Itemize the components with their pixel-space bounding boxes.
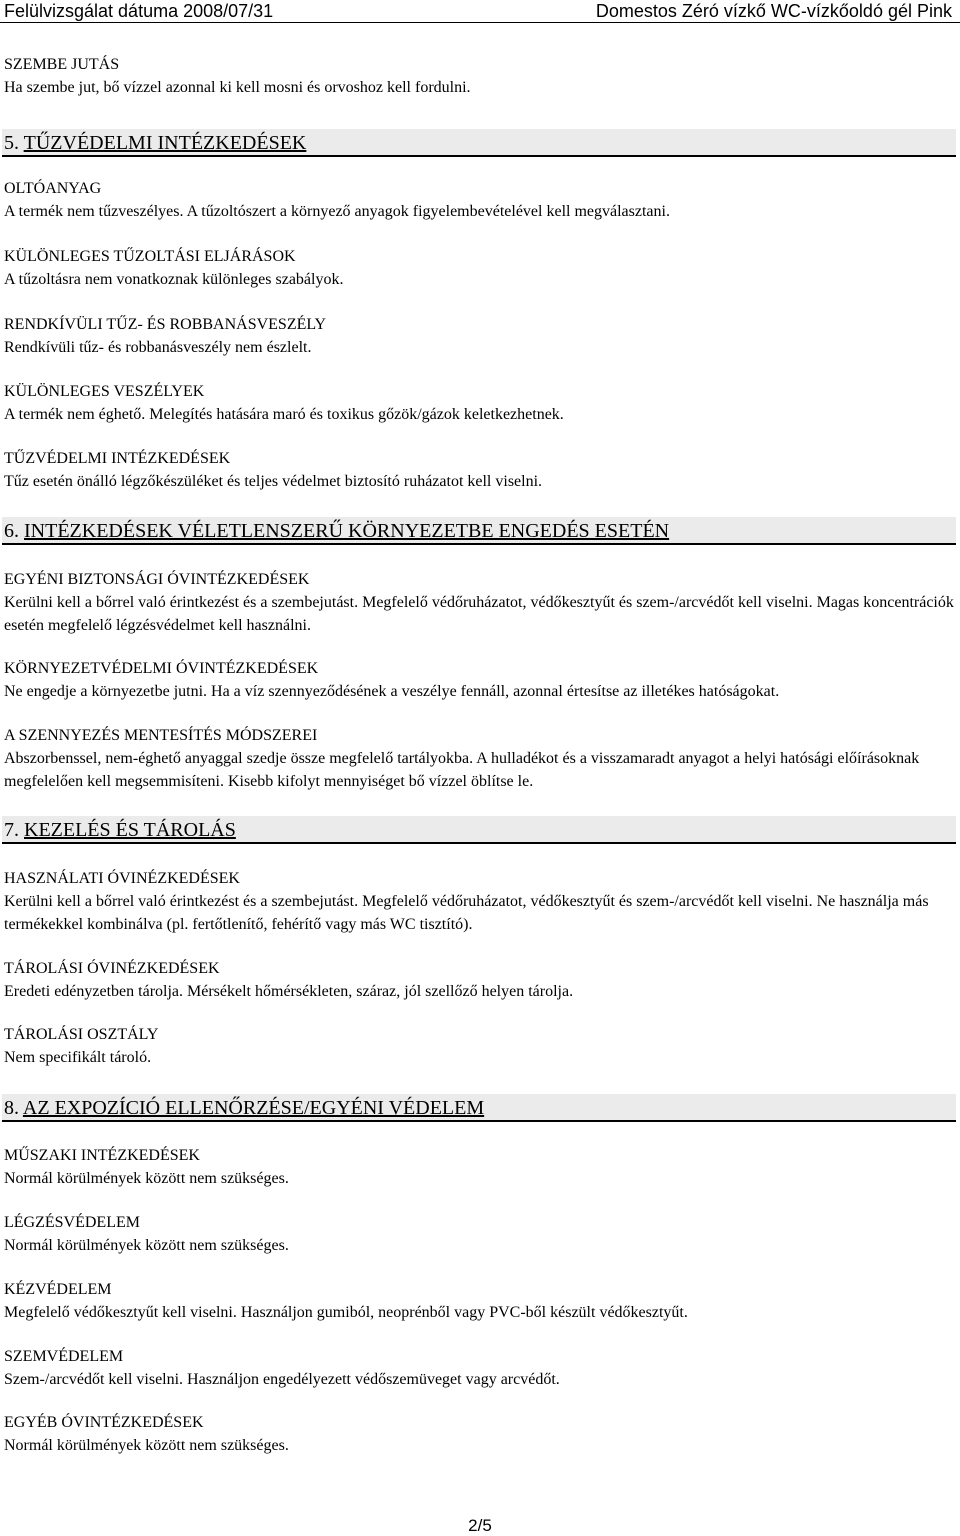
section-6-bar (2, 517, 956, 545)
subheading: RENDKÍVÜLI TŰZ- ÉS ROBBANÁSVESZÉLY (4, 316, 327, 333)
subheading: LÉGZÉSVÉDELEM (4, 1214, 140, 1231)
paragraph: Ne engedje a környezetbe jutni. Ha a víz szennyeződésének a veszélye fennáll, azonnal értesítse az illetékes hatóságokat. (4, 683, 780, 700)
paragraph: Kerülni kell a bőrrel való érintkezést és a szembejutást. Megfelelő védőruházatot, védőkesztyűt és szem-/arcvédőt kell viselni. Magas koncentrációk esetén megfelelő légzésvédelmet kell használni. (4, 594, 954, 634)
paragraph: Kerülni kell a bőrrel való érintkezést és a szembejutást. Megfelelő védőruházatot, védőkesztyűt és szem-/arcvédőt kell viselni. Ne használja más termékekkel kombinálva (pl. fertőtlenítő, fehérítő vagy más WC tisztító). (4, 893, 929, 933)
page-header (0, 0, 960, 22)
page-number: 2/5 (468, 1516, 492, 1535)
subheading: OLTÓANYAG (4, 180, 102, 197)
section-7-title: 7. KEZELÉS ÉS TÁROLÁS (4, 819, 236, 841)
subheading: KÉZVÉDELEM (4, 1281, 112, 1298)
paragraph: A termék nem tűzveszélyes. A tűzoltószert a környező anyagok figyelembevételével kell megválasztani. (4, 203, 670, 220)
subheading: EGYÉNI BIZTONSÁGI ÓVINTÉZKEDÉSEK (4, 571, 310, 588)
subheading: EGYÉB ÓVINTÉZKEDÉSEK (4, 1414, 204, 1431)
paragraph: Eredeti edényzetben tárolja. Mérsékelt hőmérsékleten, száraz, jól szellőző helyen tárolja. (4, 983, 574, 1000)
paragraph: Normál körülmények között nem szükséges. (4, 1437, 289, 1454)
paragraph: Megfelelő védőkesztyűt kell viselni. Használjon gumiból, neoprénből vagy PVC-ből készült védőkesztyűt. (4, 1304, 688, 1321)
paragraph: Rendkívüli tűz- és robbanásveszély nem észlelt. (4, 339, 312, 356)
subheading: SZEMBE JUTÁS (4, 56, 120, 73)
revision-date: Felülvizsgálat dátuma 2008/07/31 (4, 1, 274, 21)
subheading: A SZENNYEZÉS MENTESÍTÉS MÓDSZEREI (4, 727, 318, 744)
section-8-title: 8. AZ EXPOZÍCIÓ ELLENŐRZÉSE/EGYÉNI VÉDELEM (4, 1097, 485, 1119)
section-8-bar (2, 1094, 956, 1122)
paragraph: A termék nem éghető. Melegítés hatására maró és toxikus gőzök/gázok keletkezhetnek. (4, 406, 564, 423)
paragraph: Ha szembe jut, bő vízzel azonnal ki kell mosni és orvoshoz kell fordulni. (4, 79, 471, 96)
subheading: HASZNÁLATI ÓVINÉZKEDÉSEK (4, 870, 240, 887)
subheading: TŰZVÉDELMI INTÉZKEDÉSEK (4, 450, 231, 467)
subheading: KÜLÖNLEGES VESZÉLYEK (4, 383, 205, 400)
subheading: TÁROLÁSI OSZTÁLY (4, 1026, 159, 1043)
paragraph: Szem-/arcvédőt kell viselni. Használjon engedélyezett védőszemüveget vagy arcvédőt. (4, 1371, 560, 1388)
product-name: Domestos Zéró vízkő WC-vízkőoldó gél Pink (595, 1, 952, 21)
subheading: MŰSZAKI INTÉZKEDÉSEK (4, 1147, 200, 1164)
paragraph: Tűz esetén önálló légzőkészüléket és teljes védelmet biztosító ruházatot kell viselni. (4, 473, 543, 490)
paragraph: Nem specifikált tároló. (4, 1049, 152, 1066)
section-5-title: 5. TŰZVÉDELMI INTÉZKEDÉSEK (4, 132, 307, 154)
header-divider (0, 22, 960, 23)
section-6-title: 6. INTÉZKEDÉSEK VÉLETLENSZERŰ KÖRNYEZETBE ENGEDÉS ESETÉN (4, 520, 670, 542)
section-7-bar (2, 816, 956, 844)
subheading: KÖRNYEZETVÉDELMI ÓVINTÉZKEDÉSEK (4, 660, 319, 677)
paragraph: Normál körülmények között nem szükséges. (4, 1237, 289, 1254)
paragraph: Normál körülmények között nem szükséges. (4, 1170, 289, 1187)
section-5-bar (2, 129, 956, 157)
subheading: TÁROLÁSI ÓVINÉZKEDÉSEK (4, 960, 220, 977)
paragraph: Abszorbenssel, nem-éghető anyaggal szedje össze megfelelő tartályokba. A hulladékot és a visszamaradt anyagot a helyi hatósági előírásoknak megfelelően kell megsemmisíteni. Kisebb kifolyt mennyiséget bő vízzel öblítse le. (4, 750, 920, 790)
paragraph: A tűzoltásra nem vonatkoznak különleges szabályok. (4, 271, 344, 288)
subheading: SZEMVÉDELEM (4, 1348, 124, 1365)
subheading: KÜLÖNLEGES TŰZOLTÁSI ELJÁRÁSOK (4, 248, 296, 265)
